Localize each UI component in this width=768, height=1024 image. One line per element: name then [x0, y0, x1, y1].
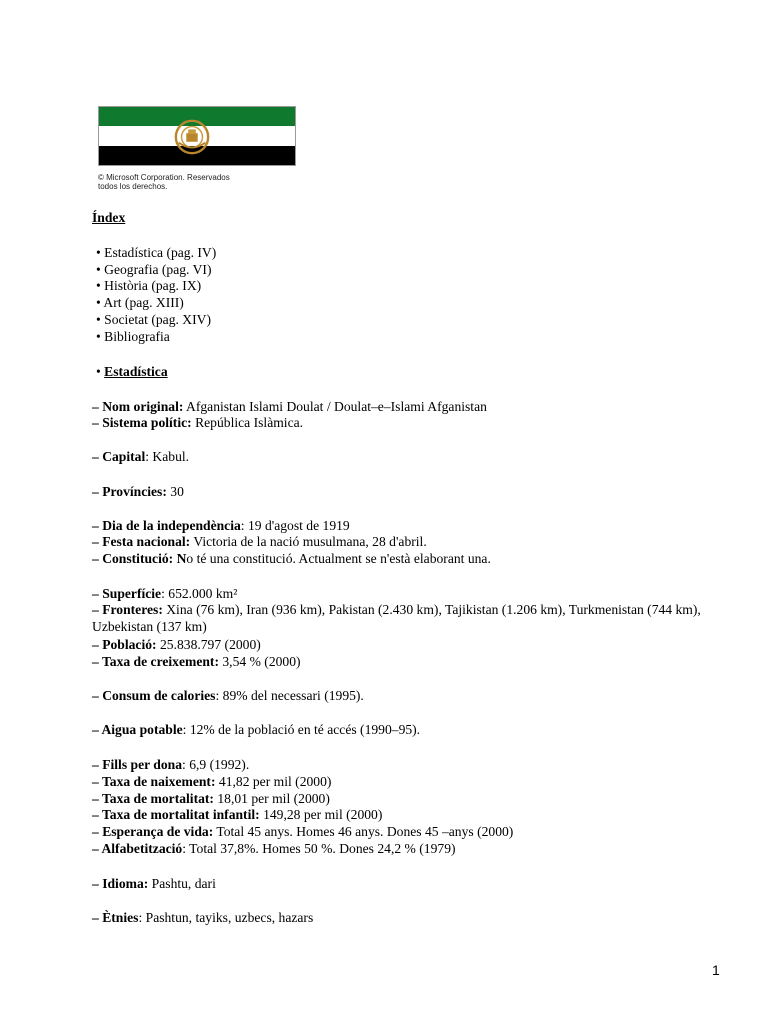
stat-line	[92, 875, 216, 892]
stat-line	[92, 550, 491, 567]
index-item: • Història (pag. IX)	[96, 278, 202, 293]
stat-line	[92, 773, 331, 790]
stat-line	[92, 414, 303, 431]
stat-label: – Províncies:	[92, 484, 167, 499]
stat-label: – Capital	[92, 449, 146, 464]
stat-line	[92, 483, 184, 500]
stat-label: – Població:	[92, 637, 157, 652]
index-item: • Art (pag. XIII)	[96, 295, 184, 310]
section-bullet: •	[96, 364, 105, 379]
stat-line	[92, 756, 249, 773]
stat-label: – Idioma:	[92, 876, 149, 891]
stat-line	[92, 653, 301, 670]
flag-copyright-caption	[98, 173, 288, 191]
stat-value: Pashtu, dari	[148, 876, 216, 891]
stat-line	[92, 806, 382, 823]
stat-line	[92, 636, 261, 653]
stat-line	[92, 585, 237, 602]
section-heading	[96, 363, 168, 380]
index-title: Índex	[92, 210, 126, 225]
stat-line	[92, 533, 427, 550]
stat-line	[92, 840, 456, 857]
stat-line	[92, 398, 487, 415]
stat-label: – Superfície	[92, 586, 162, 601]
page-number: 1	[712, 962, 720, 978]
stat-label: – Fronteres:	[92, 602, 163, 617]
stat-value: 149,28 per mil (2000)	[259, 807, 383, 822]
stat-label: – Taxa de mortalitat:	[92, 791, 214, 806]
stat-line	[92, 790, 330, 807]
stat-label: – Aigua potable	[92, 722, 183, 737]
section-title: Estadística	[104, 364, 168, 379]
national-emblem-icon	[173, 118, 211, 156]
stat-label: – Taxa de naixement:	[92, 774, 216, 789]
stat-value: : 652.000 km²	[161, 586, 238, 601]
stat-line	[92, 823, 513, 840]
stat-value: : 89% del necessari (1995).	[215, 688, 364, 703]
stat-value: : Total 37,8%. Homes 50 %. Dones 24,2 % (1979)	[182, 841, 456, 856]
stat-value: 25.838.797 (2000)	[156, 637, 261, 652]
stat-value: : 19 d'agost de 1919	[240, 518, 350, 533]
stat-label: – Taxa de mortalitat infantil:	[92, 807, 260, 822]
stat-value: : 6,9 (1992).	[182, 757, 250, 772]
index-item: • Estadística (pag. IV)	[96, 245, 217, 260]
stat-value: Afganistan Islami Doulat / Doulat–e–Islami Afganistan	[183, 399, 487, 414]
stat-label: – Fills per dona	[92, 757, 183, 772]
stat-value: República Islàmica.	[191, 415, 304, 430]
stat-label: – Ètnies	[92, 910, 139, 925]
stat-line	[92, 517, 350, 534]
stat-label: – Nom original:	[92, 399, 184, 414]
stat-value: 30	[166, 484, 184, 499]
index-item: • Societat (pag. XIV)	[96, 312, 211, 327]
stat-value: o té una constitució. Actualment se n'està elaborant una.	[186, 551, 491, 566]
stat-value: : 12% de la població en té accés (1990–95).	[182, 722, 421, 737]
stat-value: : Pashtun, tayiks, uzbecs, hazars	[138, 910, 314, 925]
afghanistan-flag-image	[98, 106, 296, 166]
stat-label: – Consum de calories	[92, 688, 216, 703]
copyright-line: © Microsoft Corporation. Reservados	[98, 173, 230, 182]
stat-label: – Constitució: N	[92, 551, 187, 566]
stat-line	[92, 909, 313, 926]
stat-value: Victoria de la nació musulmana, 28 d'abril.	[190, 534, 427, 549]
stat-label: – Alfabetització	[92, 841, 183, 856]
stat-label: – Festa nacional:	[92, 534, 191, 549]
stat-label: – Dia de la independència	[92, 518, 241, 533]
stat-label: – Sistema polític:	[92, 415, 192, 430]
stat-value: 3,54 % (2000)	[218, 654, 301, 669]
stat-line	[92, 721, 420, 738]
index-item: • Bibliografia	[96, 329, 170, 344]
stat-value: Xina (76 km), Iran (936 km), Pakistan (2.430 km), Tajikistan (1.206 km), Turkmenistan (744 km), Uzbekistan (137 km)	[92, 602, 701, 634]
stat-line	[92, 601, 722, 635]
stat-value: Total 45 anys. Homes 46 anys. Dones 45 –anys (2000)	[213, 824, 514, 839]
stat-value: : Kabul.	[145, 449, 190, 464]
stat-value: 18,01 per mil (2000)	[213, 791, 330, 806]
stat-label: – Taxa de creixement:	[92, 654, 219, 669]
stat-line	[92, 448, 189, 465]
index-item: • Geografia (pag. VI)	[96, 262, 212, 277]
stat-value: 41,82 per mil (2000)	[215, 774, 332, 789]
stat-line	[92, 687, 364, 704]
copyright-line: todos los derechos.	[98, 182, 168, 191]
stat-label: – Esperança de vida:	[92, 824, 214, 839]
